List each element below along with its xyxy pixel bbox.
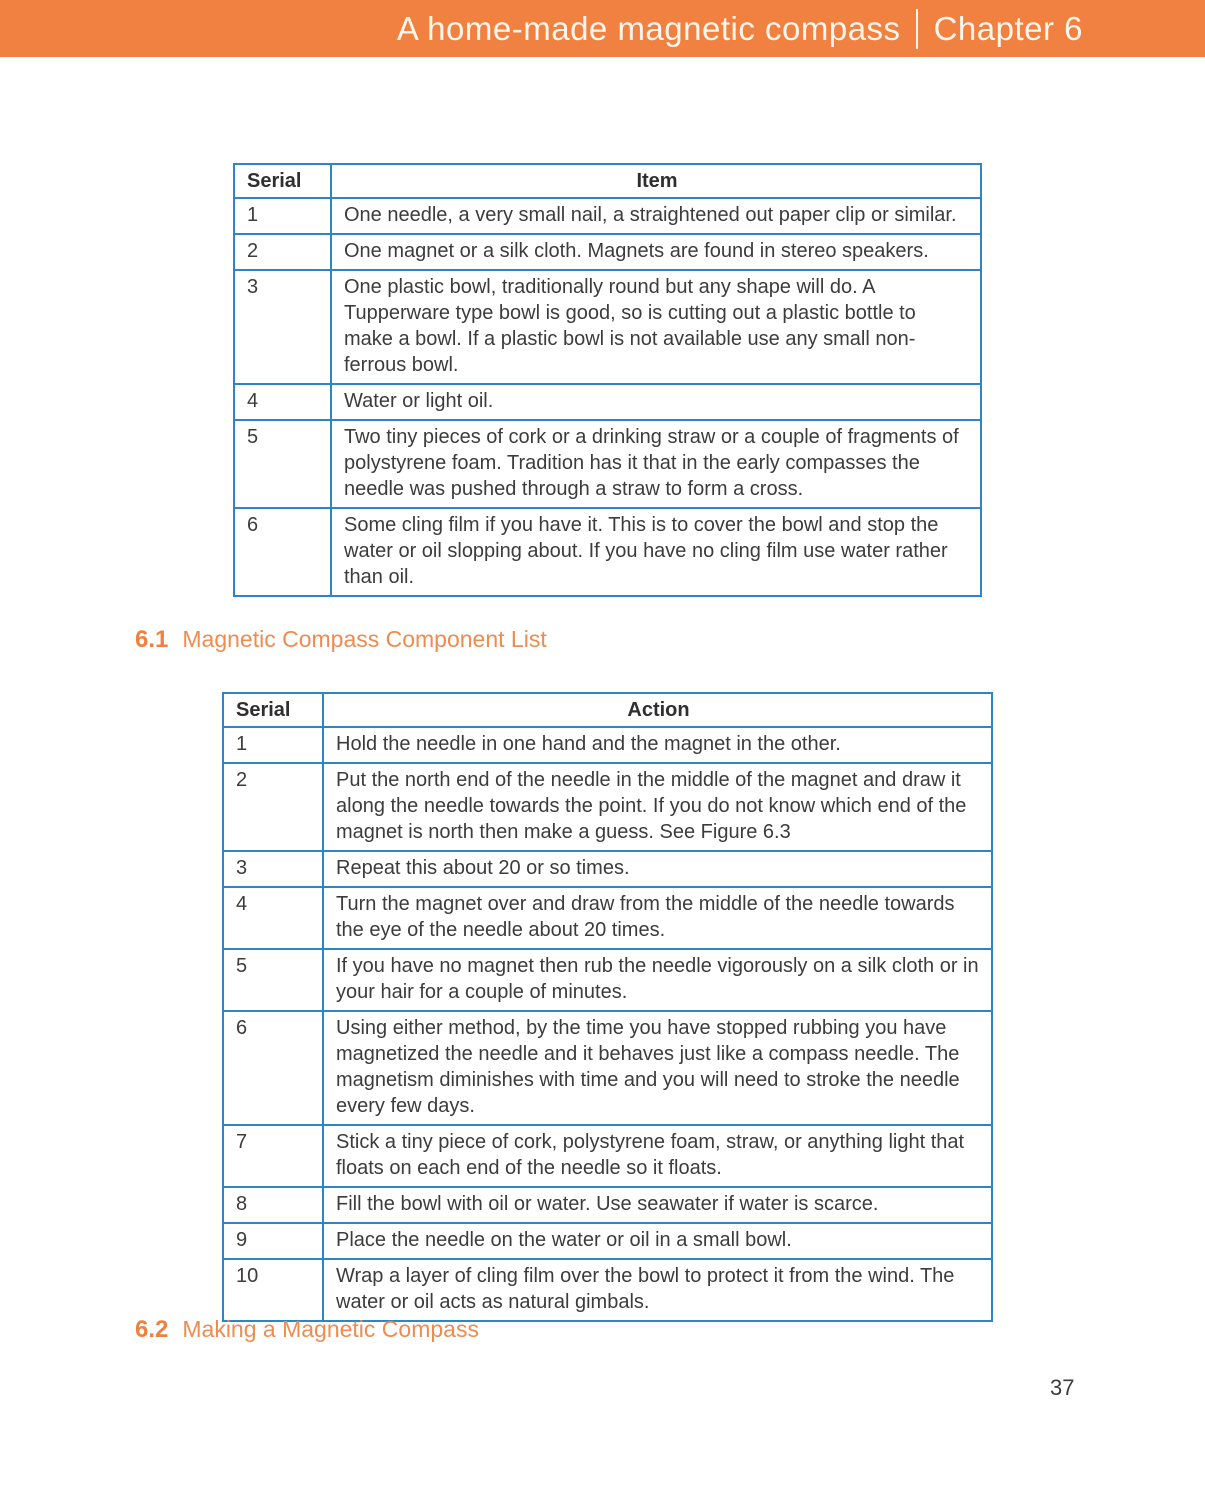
- table-caption-6-1: [135, 626, 547, 654]
- table-row: [223, 851, 992, 887]
- table-row: [234, 198, 981, 234]
- column-header-serial: Serial: [234, 164, 331, 198]
- serial-cell: 2: [234, 234, 331, 270]
- action-cell: Put the north end of the needle in the middle of the magnet and draw it along the needle towards the point. If you do not know which end of the magnet is north then make a guess. See Figure 6.3: [323, 763, 992, 851]
- caption-label: Making a Magnetic Compass: [182, 1316, 479, 1342]
- chapter-header-bar: [0, 0, 1205, 57]
- header-divider: [916, 9, 918, 49]
- table-row: [234, 384, 981, 420]
- table-row: [223, 763, 992, 851]
- item-cell: One plastic bowl, traditionally round but any shape will do. A Tupperware type bowl is good, so is cutting out a plastic bottle to make a bowl. If a plastic bowl is not available use any small non-ferrous bowl.: [331, 270, 981, 384]
- serial-cell: 5: [223, 949, 323, 1011]
- column-header-serial: Serial: [223, 693, 323, 727]
- item-cell: One magnet or a silk cloth. Magnets are found in stereo speakers.: [331, 234, 981, 270]
- serial-cell: 4: [223, 887, 323, 949]
- making-compass-table: [222, 692, 993, 1322]
- serial-cell: 6: [234, 508, 331, 596]
- table-row: [223, 1259, 992, 1321]
- action-cell: Place the needle on the water or oil in a small bowl.: [323, 1223, 992, 1259]
- serial-cell: 2: [223, 763, 323, 851]
- table-caption-6-2: [135, 1316, 479, 1344]
- item-cell: Some cling film if you have it. This is to cover the bowl and stop the water or oil slopping about. If you have no cling film use water rather than oil.: [331, 508, 981, 596]
- item-cell: One needle, a very small nail, a straightened out paper clip or similar.: [331, 198, 981, 234]
- table-row: [223, 727, 992, 763]
- table-row: [234, 270, 981, 384]
- table-row: [223, 887, 992, 949]
- page-number: 37: [1050, 1375, 1075, 1400]
- table-row: [223, 949, 992, 1011]
- caption-label: Magnetic Compass Component List: [182, 626, 547, 652]
- caption-number: 6.1: [135, 626, 169, 653]
- serial-cell: 6: [223, 1011, 323, 1125]
- chapter-title: A home-made magnetic compass: [396, 9, 901, 47]
- action-cell: Stick a tiny piece of cork, polystyrene foam, straw, or anything light that floats on each end of the needle so it floats.: [323, 1125, 992, 1187]
- serial-cell: 10: [223, 1259, 323, 1321]
- table-row: [223, 1011, 992, 1125]
- chapter-number: Chapter 6: [933, 9, 1083, 47]
- action-cell: Repeat this about 20 or so times.: [323, 851, 992, 887]
- table-header-row: [234, 164, 981, 198]
- serial-cell: 3: [234, 270, 331, 384]
- table-row: [234, 234, 981, 270]
- table-header-row: [223, 693, 992, 727]
- column-header-action: Action: [323, 693, 992, 727]
- item-cell: Water or light oil.: [331, 384, 981, 420]
- serial-cell: 1: [223, 727, 323, 763]
- table-row: [223, 1125, 992, 1187]
- table-row: [223, 1187, 992, 1223]
- component-list-table: [233, 163, 982, 597]
- item-cell: Two tiny pieces of cork or a drinking straw or a couple of fragments of polystyrene foam. Tradition has it that in the early compasses the needle was pushed through a straw to form a cross.: [331, 420, 981, 508]
- serial-cell: 8: [223, 1187, 323, 1223]
- serial-cell: 3: [223, 851, 323, 887]
- action-cell: If you have no magnet then rub the needle vigorously on a silk cloth or in your hair for a couple of minutes.: [323, 949, 992, 1011]
- table-row: [234, 420, 981, 508]
- action-cell: Fill the bowl with oil or water. Use seawater if water is scarce.: [323, 1187, 992, 1223]
- serial-cell: 9: [223, 1223, 323, 1259]
- serial-cell: 7: [223, 1125, 323, 1187]
- action-cell: Using either method, by the time you have stopped rubbing you have magnetized the needle and it behaves just like a compass needle. The magnetism diminishes with time and you will need to stroke the needle every few days.: [323, 1011, 992, 1125]
- action-cell: Hold the needle in one hand and the magnet in the other.: [323, 727, 992, 763]
- column-header-item: Item: [331, 164, 981, 198]
- action-cell: Turn the magnet over and draw from the middle of the needle towards the eye of the needle about 20 times.: [323, 887, 992, 949]
- serial-cell: 1: [234, 198, 331, 234]
- serial-cell: 5: [234, 420, 331, 508]
- table-row: [234, 508, 981, 596]
- table-row: [223, 1223, 992, 1259]
- caption-number: 6.2: [135, 1316, 169, 1343]
- action-cell: Wrap a layer of cling film over the bowl to protect it from the wind. The water or oil acts as natural gimbals.: [323, 1259, 992, 1321]
- serial-cell: 4: [234, 384, 331, 420]
